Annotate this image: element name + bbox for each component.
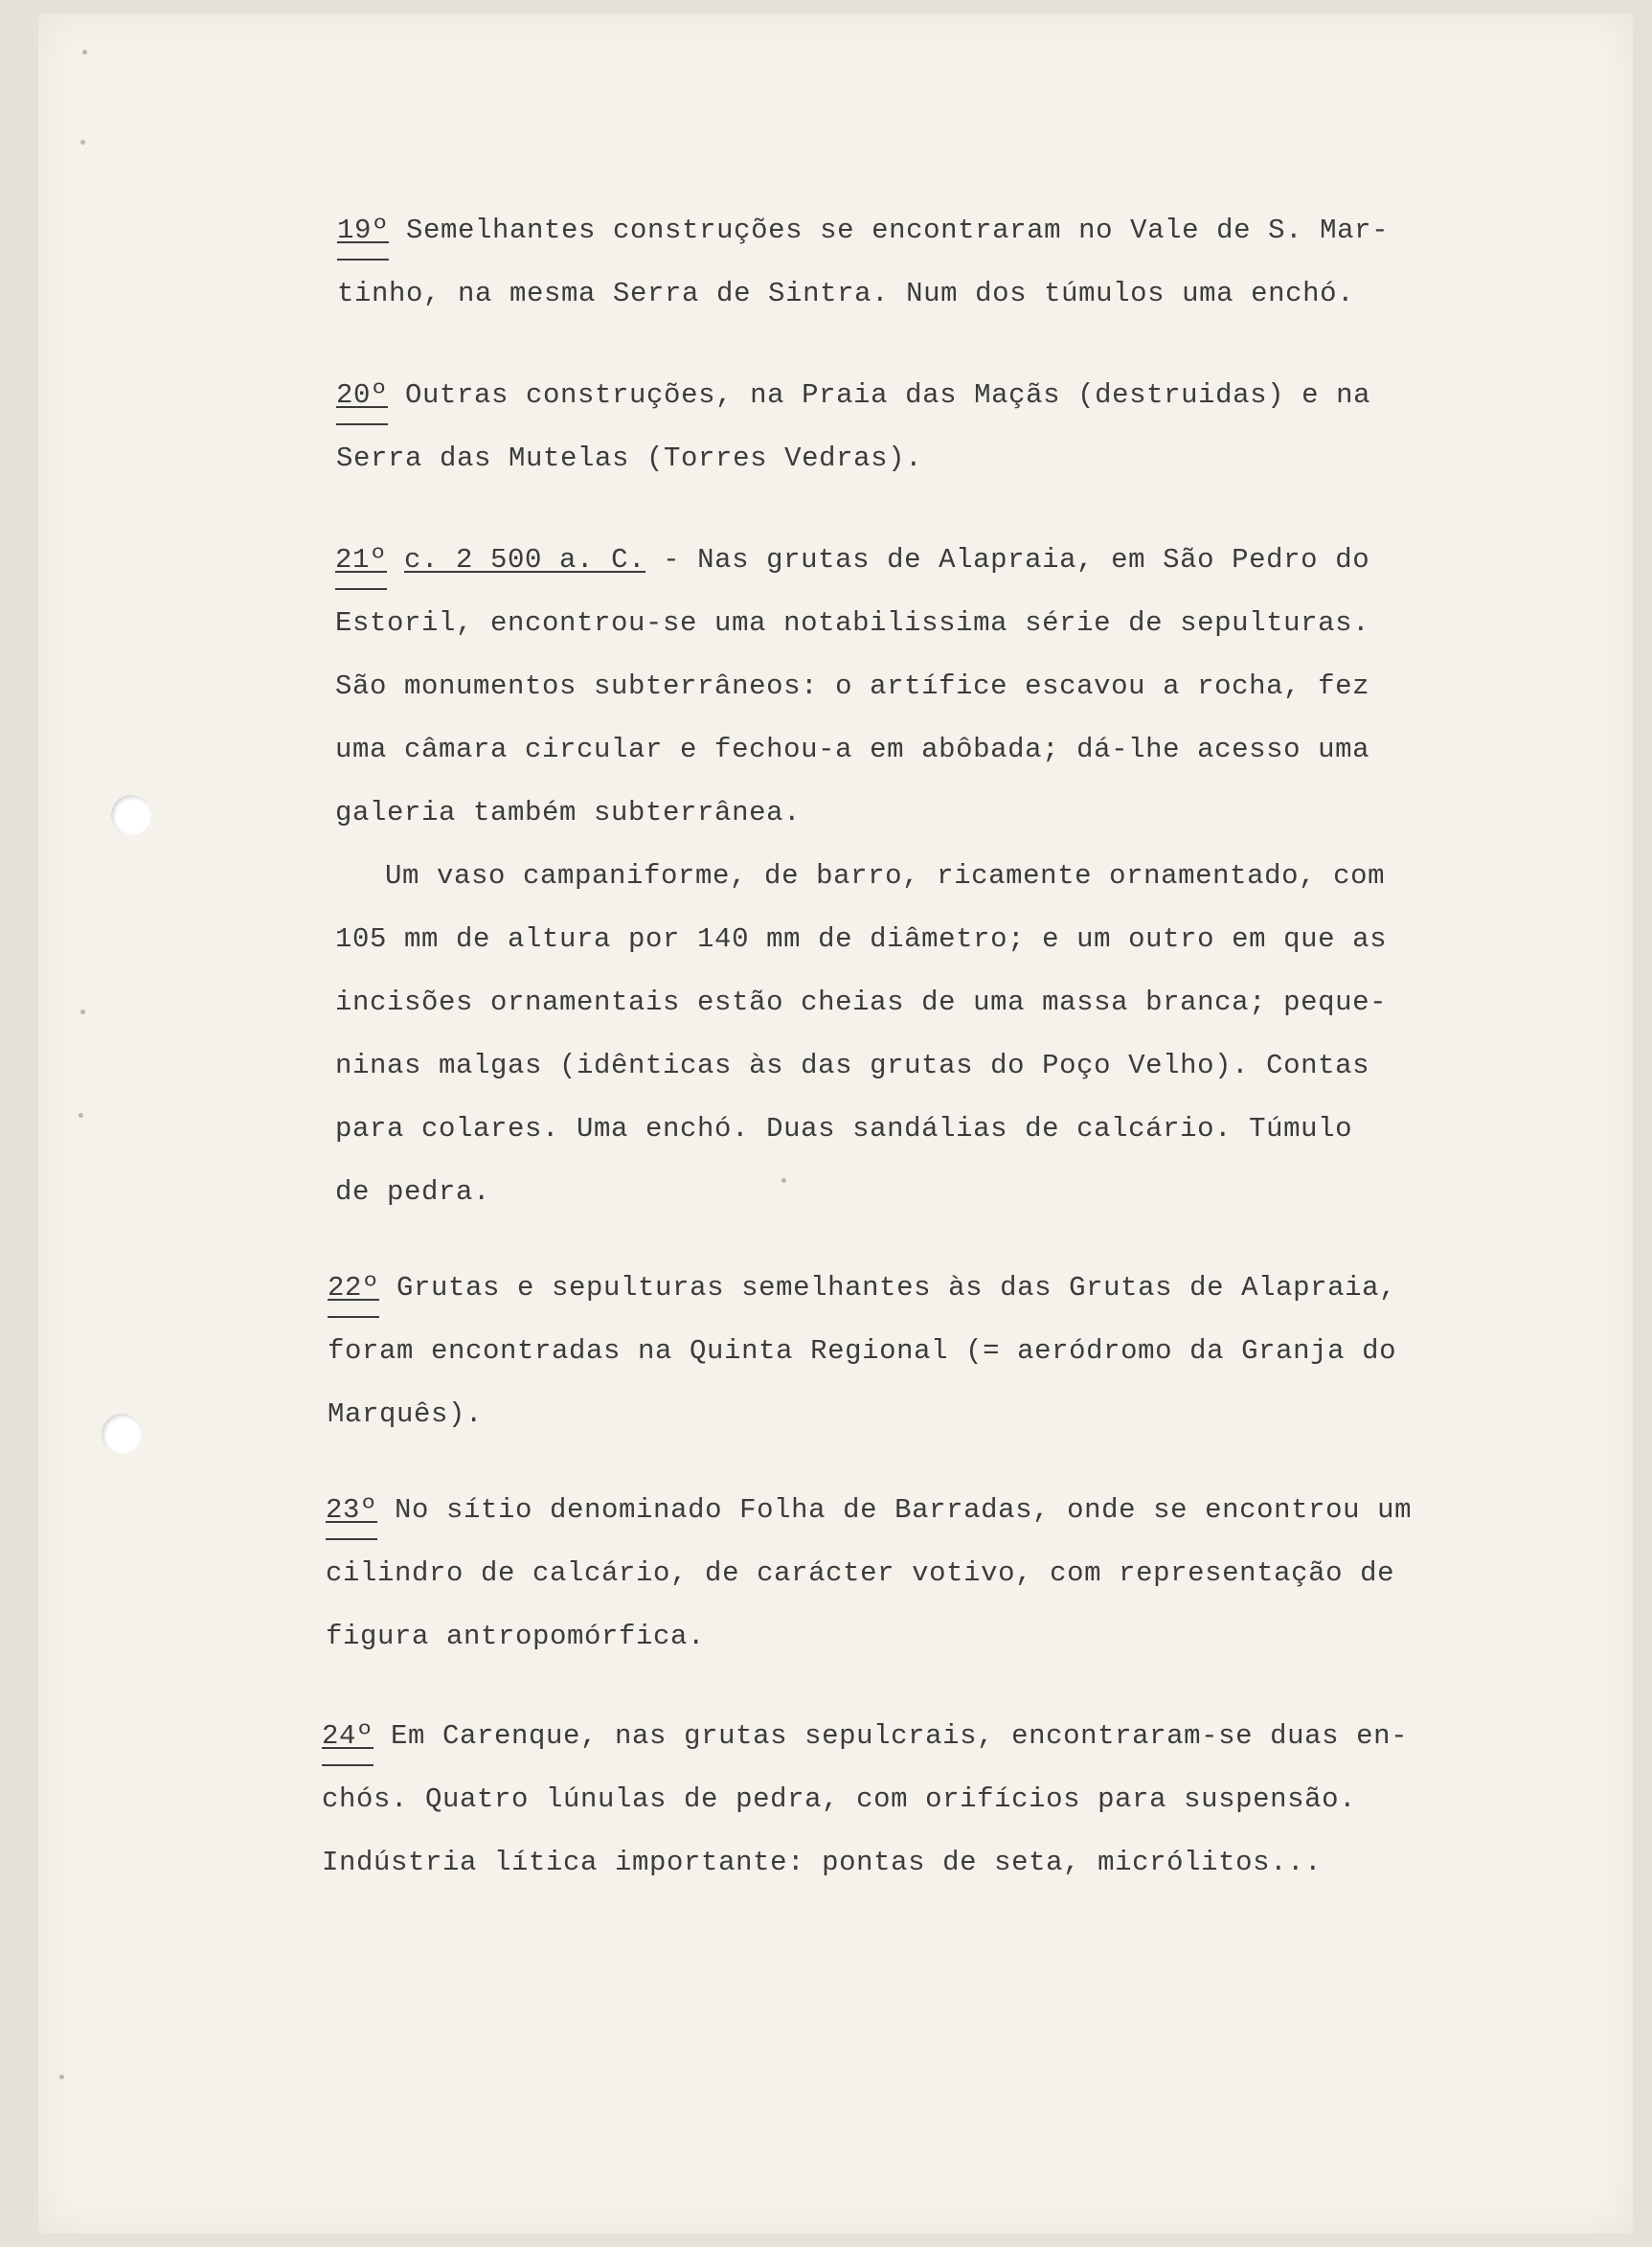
entry-21: [335, 529, 1387, 1224]
entry-line: [336, 364, 1370, 427]
entry-text: No sítio denominado Folha de Barradas, onde se encontrou um: [377, 1494, 1413, 1526]
entry-line: [326, 1479, 1412, 1542]
entry-number: 24º: [322, 1705, 373, 1768]
entry-text: - Nas grutas de Alapraia, em São Pedro do: [645, 544, 1370, 576]
entry-text: Em Carenque, nas grutas sepulcrais, encontraram-se duas en-: [373, 1720, 1409, 1752]
entry-text: Grutas e sepulturas semelhantes às das Grutas de Alapraia,: [379, 1272, 1397, 1304]
entry-line: foram encontradas na Quinta Regional (= aeródromo da Granja do: [328, 1335, 1397, 1367]
punch-hole-bottom: [102, 1414, 142, 1454]
entry-line: figura antropomórfica.: [326, 1621, 706, 1652]
punch-hole-top: [111, 795, 151, 835]
entry-24: [322, 1705, 1408, 1895]
paper-speck: [59, 2075, 64, 2079]
entry-line: [328, 1257, 1396, 1320]
entry-line: galeria também subterrânea.: [335, 797, 802, 828]
entry-number: 21º: [335, 529, 387, 592]
entry-line: tinho, na mesma Serra de Sintra. Num dos túmulos uma enchó.: [337, 278, 1355, 309]
entry-20: [336, 364, 1370, 490]
entry-line: para colares. Uma enchó. Duas sandálias de calcário. Túmulo: [335, 1113, 1353, 1145]
entry-line: [322, 1705, 1408, 1768]
entry-number: 22º: [328, 1257, 379, 1320]
paper-speck: [80, 140, 85, 145]
entry-line: [335, 529, 1387, 592]
entry-text: Semelhantes construções se encontraram no Vale de S. Mar-: [389, 215, 1390, 246]
entry-line: cilindro de calcário, de carácter votivo, com representação de: [326, 1557, 1395, 1589]
entry-date: c. 2 500 a. C.: [404, 544, 646, 576]
entry-line: São monumentos subterrâneos: o artífice escavou a rocha, fez: [335, 670, 1370, 702]
entry-line: chós. Quatro lúnulas de pedra, com orifícios para suspensão.: [322, 1783, 1357, 1815]
entry-line: 105 mm de altura por 140 mm de diâmetro; e um outro em que as: [335, 923, 1388, 955]
entry-text: Outras construções, na Praia das Maçãs (destruidas) e na: [388, 379, 1371, 411]
entry-number: 19º: [337, 199, 389, 262]
entry-line: Serra das Mutelas (Torres Vedras).: [336, 443, 923, 474]
entry-line: Um vaso campaniforme, de barro, ricamente ornamentado, com: [385, 860, 1386, 892]
paper-speck: [82, 50, 87, 55]
entry-line: de pedra.: [335, 1176, 491, 1208]
entry-line: uma câmara circular e fechou-a em abôbada; dá-lhe acesso uma: [335, 734, 1370, 765]
document-page: [38, 13, 1633, 2234]
entry-line: Indústria lítica importante: pontas de seta, micrólitos...: [322, 1847, 1323, 1878]
entry-line: Estoril, encontrou-se uma notabilissima série de sepulturas.: [335, 607, 1370, 639]
entry-number: 20º: [336, 364, 388, 427]
entry-19: [337, 199, 1389, 326]
entry-line: [337, 199, 1389, 262]
entry-line: ninas malgas (idênticas às das grutas do Poço Velho). Contas: [335, 1050, 1370, 1081]
entry-line: Marquês).: [328, 1398, 484, 1430]
paper-speck: [80, 1010, 85, 1014]
entry-22: [328, 1257, 1396, 1446]
entry-23: [326, 1479, 1412, 1668]
entry-number: 23º: [326, 1479, 377, 1542]
paper-speck: [79, 1113, 83, 1118]
entry-line: incisões ornamentais estão cheias de uma massa branca; peque-: [335, 987, 1388, 1018]
